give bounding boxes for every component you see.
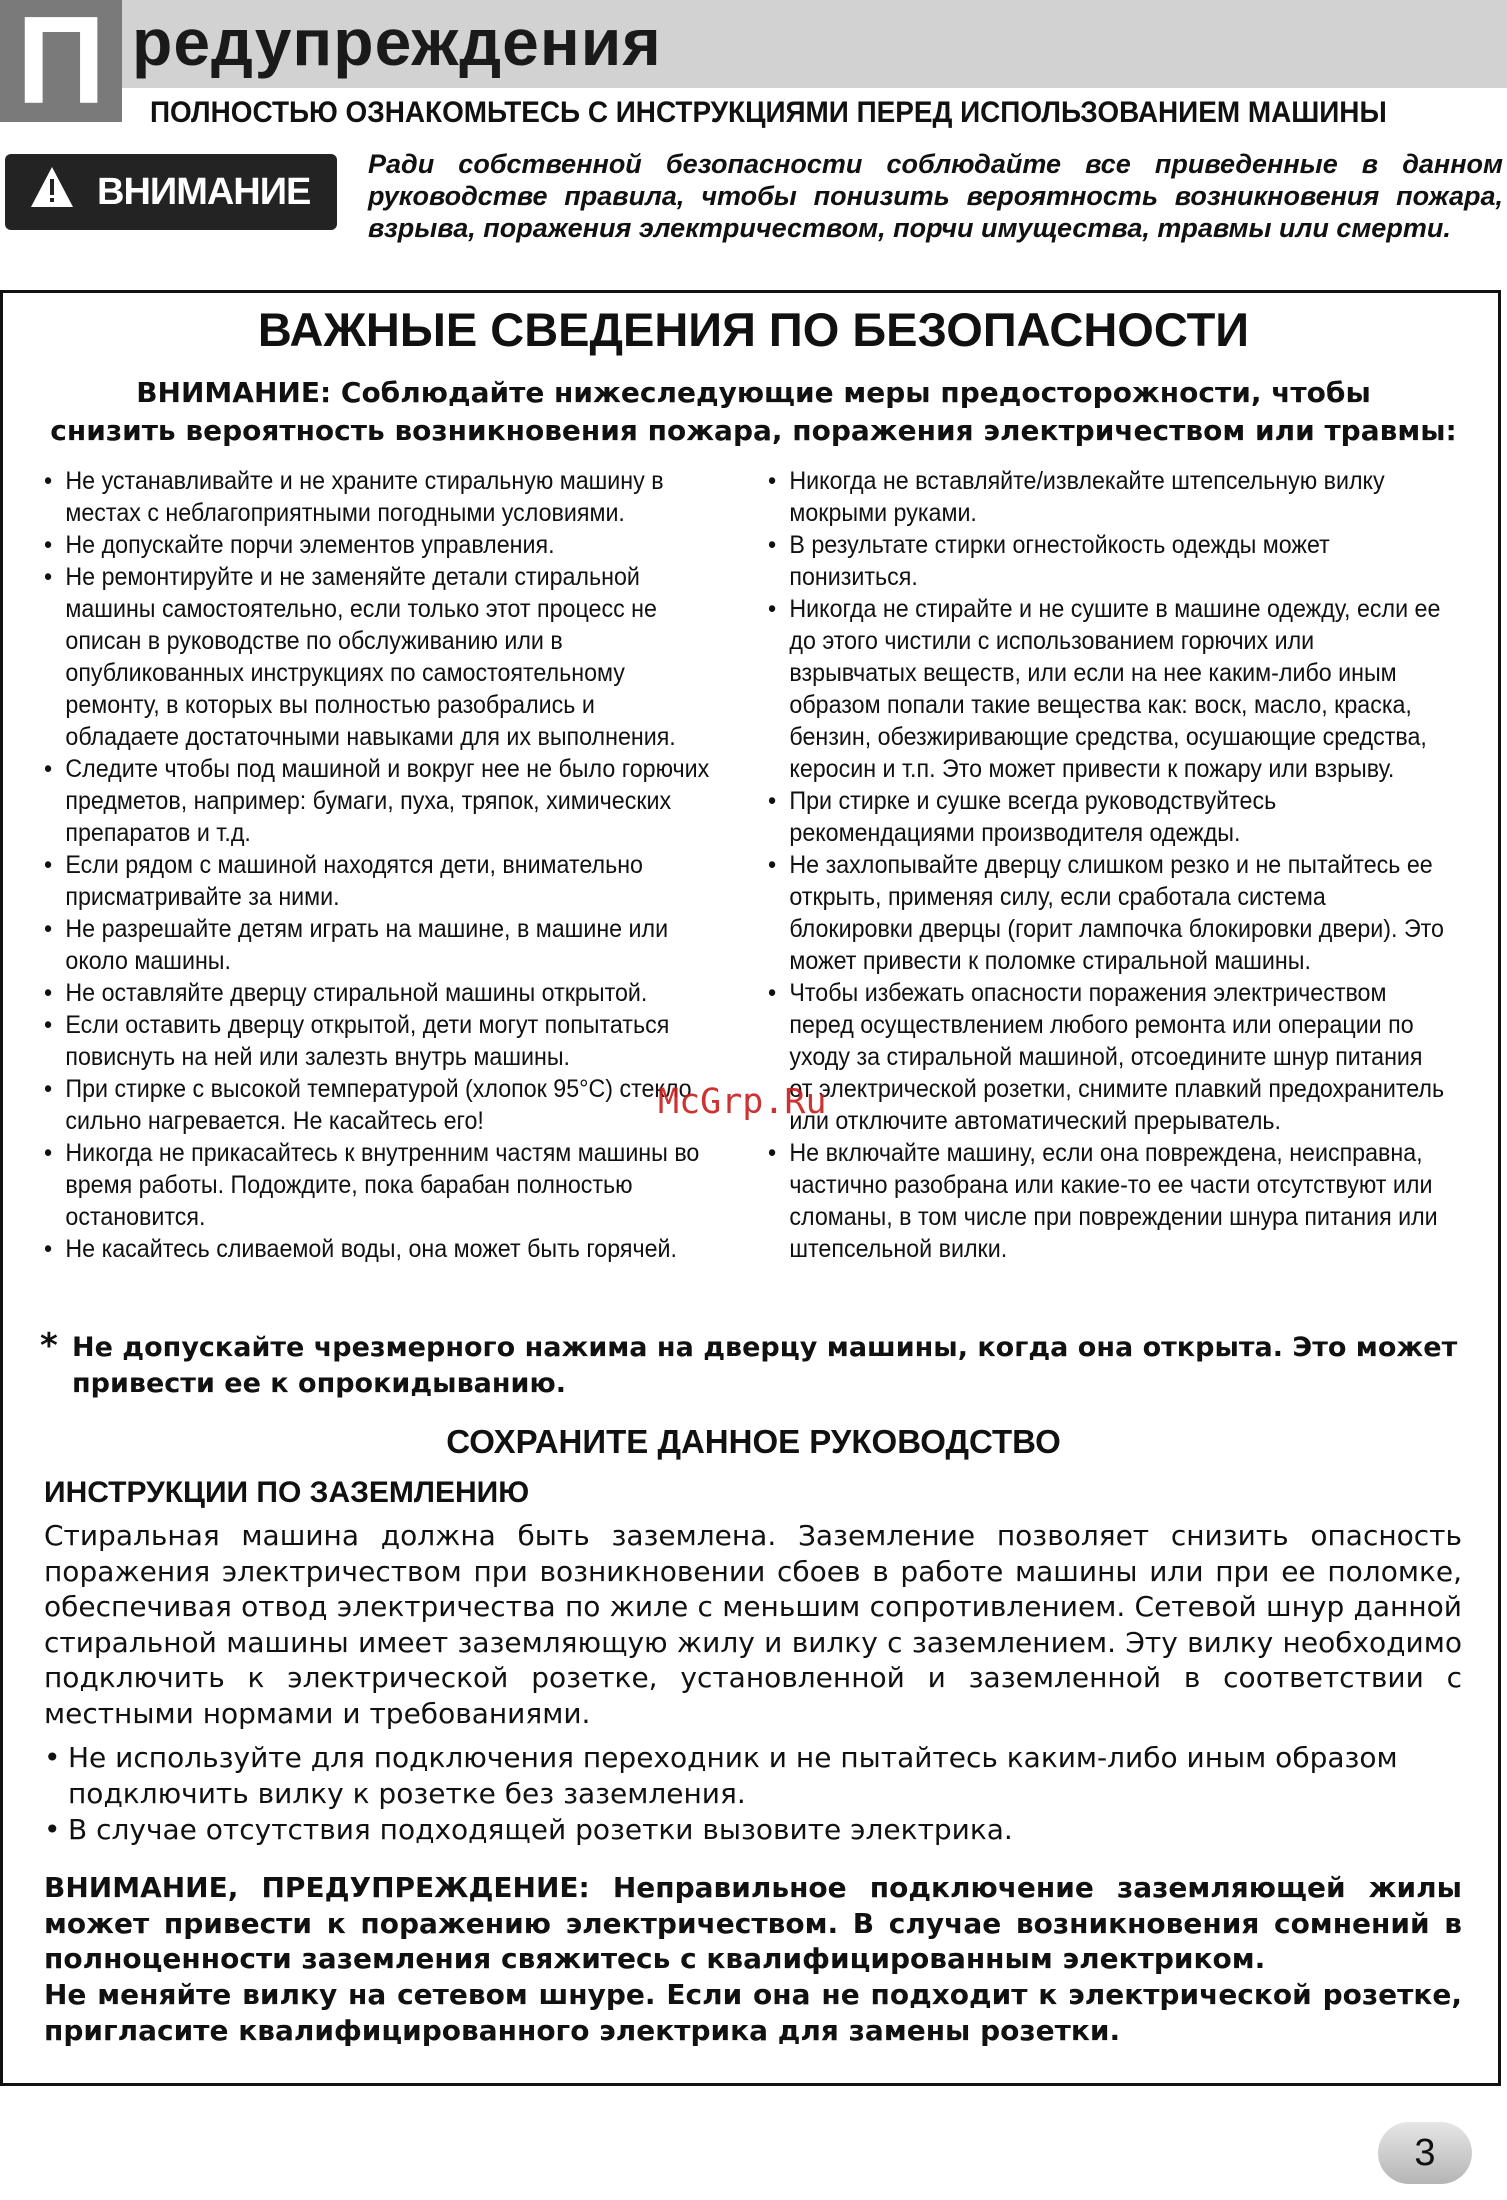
list-item: • Не касайтесь сливаемой воды, она может быть горячей. — [44, 1233, 714, 1265]
page-number: 3 — [1378, 2122, 1472, 2184]
list-item: • Не устанавливайте и не храните стиральную машину в местах с неблагоприятными погодными условиями. — [44, 465, 714, 529]
list-item: • Если оставить дверцу открытой, дети могут попытаться повиснуть на ней или залезть внутрь машины. — [44, 1009, 714, 1073]
list-item: • При стирке с высокой температурой (хлопок 95°С) стекло сильно нагревается. Не касайтесь его! — [44, 1073, 714, 1137]
grounding-title: ИНСТРУКЦИИ ПО ЗАЗЕМЛЕНИЮ — [44, 1476, 530, 1509]
warning-text: Ради собственной безопасности соблюдайте все приведенные в данном руководстве правила, чтобы понизить вероятность возникновения пожара, взрыва, поражения электричеством, порчи имущества, травмы или смерти. — [368, 149, 1503, 243]
watermark: McGrp.Ru — [658, 1082, 827, 1122]
grounding-warning: ВНИМАНИЕ, ПРЕДУПРЕЖДЕНИЕ: Неправильное подключение заземляющей жилы может привести к поражению электричеством. В случае возникновения сомнений в полноценности заземления свяжитесь с квалифицированным электриком. — [44, 1871, 1462, 1975]
list-item: • Не захлопывайте дверцу слишком резко и не пытайтесь ее открыть, применяя силу, если сработала система блокировки дверцы (горит лампочка блокировки двери). Это может привести к поломке стиральной машины. — [768, 849, 1447, 977]
list-item: • Не включайте машину, если она повреждена, неисправна, частично разобрана или какие-то ее части отсутствуют или сломаны, в том числе при повреждении шнура питания или штепсельной вилки. — [768, 1137, 1447, 1265]
safety-title: ВАЖНЫЕ СВЕДЕНИЯ ПО БЕЗОПАСНОСТИ — [257, 303, 1250, 356]
list-item: • Если рядом с машиной находятся дети, внимательно присматривайте за ними. — [44, 849, 714, 913]
list-item: • Не оставляйте дверцу стиральной машины открытой. — [44, 977, 714, 1009]
page-title: редупреждения — [132, 5, 662, 79]
save-manual-title: СОХРАНИТЕ ДАННОЕ РУКОВОДСТВО — [446, 1423, 1061, 1460]
list-item: • Не допускайте порчи элементов управления. — [44, 529, 714, 561]
caution-lead — [0, 374, 1507, 450]
caution-lead-line: снизить вероятность возникновения пожара, поражения электричеством или травмы: — [50, 414, 1457, 447]
warning-badge-label: ВНИМАНИЕ — [97, 171, 311, 213]
plug-warning: Не меняйте вилку на сетевом шнуре. Если она не подходит к электрической розетке, пригласите квалифицированного электрика для замены розетки. — [44, 1978, 1462, 2047]
safety-list-left — [44, 465, 714, 1265]
list-item: • Никогда не стирайте и не сушите в машине одежду, если ее до этого чистили с использованием горючих или взрывчатых веществ, или если на нее каким-либо иным образом попали такие вещества как: воск, масло, краска, бензин, обезжиривающие средства, осушающие средства, керосин и т.п. Это может привести к пожару или взрыву. — [768, 593, 1447, 785]
list-item: • Чтобы избежать опасности поражения электричеством перед осуществлением любого ремонта или операции по уходу за стиральной машиной, отсоедините шнур питания от электрической розетки, снимите плавкий предохранитель или отключите автоматический прерыватель. — [768, 977, 1447, 1137]
list-item: • Не используйте для подключения переходник и не пытайтесь каким-либо иным образом подключить вилку к розетке без заземления. — [44, 1740, 1464, 1812]
asterisk-icon: * — [40, 1326, 58, 1366]
list-item: • Не ремонтируйте и не заменяйте детали стиральной машины самостоятельно, если только этот процесс не описан в руководстве по обслуживанию или в опубликованных инструкциях по самостоятельному ремонту, в которых вы полностью разобрались и обладаете достаточными навыками для их выполнения. — [44, 561, 714, 753]
list-item: • При стирке и сушке всегда руководствуйтесь рекомендациями производителя одежды. — [768, 785, 1447, 849]
caution-lead-line: ВНИМАНИЕ: Соблюдайте нижеследующие меры предосторожности, чтобы — [136, 376, 1371, 409]
header-initial-letter: П — [0, 0, 122, 122]
page-subtitle: ПОЛНОСТЬЮ ОЗНАКОМЬТЕСЬ С ИНСТРУКЦИЯМИ ПЕРЕД ИСПОЛЬЗОВАНИЕМ МАШИНЫ — [150, 96, 1387, 129]
list-item: • В результате стирки огнестойкость одежды может понизиться. — [768, 529, 1447, 593]
list-item: • Никогда не прикасайтесь к внутренним частям машины во время работы. Подождите, пока барабан полностью остановится. — [44, 1137, 714, 1233]
list-item: • Никогда не вставляйте/извлекайте штепсельную вилку мокрыми руками. — [768, 465, 1447, 529]
list-item: • Не разрешайте детям играть на машине, в машине или около машины. — [44, 913, 714, 977]
grounding-list — [44, 1740, 1464, 1848]
door-pressure-note: Не допускайте чрезмерного нажима на дверцу машины, когда она открыта. Это может привести ее к опрокидыванию. — [72, 1332, 1458, 1399]
list-item: • В случае отсутствия подходящей розетки вызовите электрика. — [44, 1812, 1464, 1848]
safety-list-right — [768, 465, 1447, 1265]
warning-triangle-icon — [29, 165, 75, 209]
warning-badge — [5, 154, 337, 230]
grounding-paragraph: Стиральная машина должна быть заземлена. Заземление позволяет снизить опасность поражения электричеством при возникновении сбоев в работе машины или при ее поломке, обеспечивая отвод электричества по жиле с меньшим сопротивлением. Сетевой шнур данной стиральной машины имеет заземляющую жилу и вилку с заземлением. Эту вилку необходимо подключить к электрической розетке, установленной и заземленной в соответствии с местными нормами и требованиями. — [44, 1519, 1462, 1730]
list-item: • Следите чтобы под машиной и вокруг нее не было горючих предметов, например: бумаги, пуха, тряпок, химических препаратов и т.д. — [44, 753, 714, 849]
